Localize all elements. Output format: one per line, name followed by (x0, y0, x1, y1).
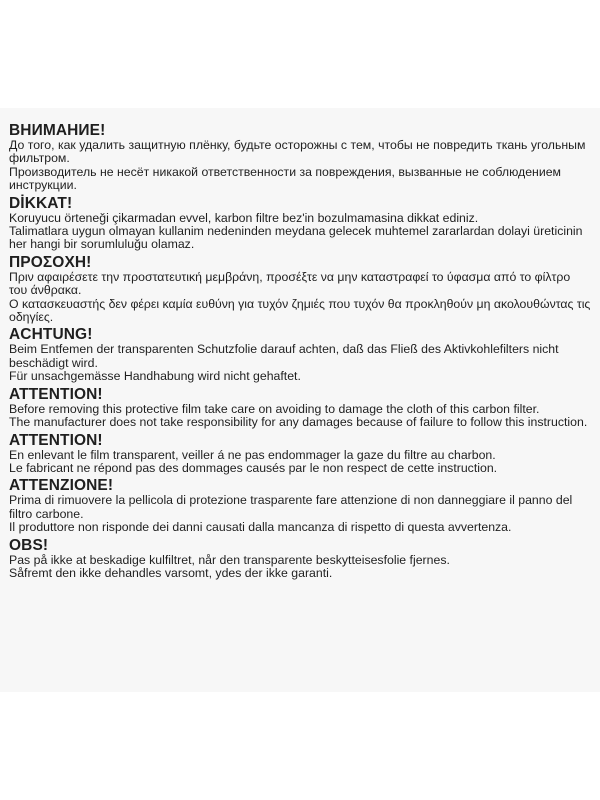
section-paragraph: Beim Entfemen der transparenten Schutzfolie darauf achten, daß das Fließ des Aktivkohlefilters nicht beschädigt wird. (9, 342, 559, 370)
section-heading: ВНИМАНИЕ! (9, 122, 106, 139)
section-heading: ATTENTION! (9, 385, 103, 403)
section-heading: ΠΡΟΣΟΧΗ! (9, 253, 92, 271)
section-russian (9, 122, 591, 193)
section-paragraph: Prima di rimuovere la pellicola di protezione trasparente fare attenzione di non danneggiare il panno del filtro carbone. (9, 493, 573, 521)
section-paragraph: Såfremt den ikke dehandles varsomt, ydes der ikke garanti. (9, 565, 333, 580)
section-greek (9, 254, 591, 325)
section-paragraph: Производитель не несёт никакой ответственности за повреждения, вызванные не соблюдением инструкции. (9, 164, 562, 193)
section-heading: ATTENZIONE! (9, 477, 114, 495)
section-turkish (9, 195, 591, 252)
section-paragraph: Pas på ikke at beskadige kulfiltret, når den transparente beskytteisesfolie fjernes. (9, 552, 450, 567)
section-paragraph: Il produttore non risponde dei danni causati dalla mancanza di rispetto di questa avvertenza. (9, 520, 512, 535)
section-paragraph: The manufacturer does not take responsibility for any damages because of failure to follow this instruction. (9, 415, 588, 430)
section-french (9, 432, 591, 476)
section-heading: OBS! (9, 536, 49, 554)
section-paragraph: Ο κατασκευαστής δεν φέρει καμία ευθύνη για τυχόν ζημιές που τυχόν θα προκληθούν μη ακολουθώντας τις οδηγίες. (9, 296, 591, 325)
section-heading: ATTENTION! (9, 431, 103, 449)
section-paragraph: Before removing this protective film take care on avoiding to damage the cloth of this carbon filter. (9, 401, 540, 416)
section-english (9, 386, 591, 430)
section-paragraph: Für unsachgemässe Handhabung wird nicht gehaftet. (9, 369, 301, 384)
section-paragraph: Le fabricant ne répond pas des dommages causés par le non respect de cette instruction. (9, 460, 498, 475)
section-heading: DİKKAT! (9, 194, 73, 212)
section-italian (9, 477, 591, 534)
warning-text-block (9, 120, 591, 581)
section-paragraph: Πριν αφαιρέσετε την προστατευτική μεμβράνη, προσέξτε να μην καταστραφεί το ύφασμα από το φίλτρο του άνθρακα. (9, 269, 571, 298)
section-paragraph: Talimatlara uygun olmayan kullanim nedeninden meydana gelecek muhtemel zararlardan dolayi üreticinin her hangi bir sorumluluğu olamaz. (9, 224, 583, 252)
section-heading: ACHTUNG! (9, 326, 93, 344)
section-paragraph: En enlevant le film transparent, veiller á ne pas endommager la gaze du filtre au charbon. (9, 447, 496, 462)
section-paragraph: До того, как удалить защитную плёнку, будьте осторожны с тем, чтобы не повредить ткань угольным фильтром. (9, 138, 586, 166)
section-danish (9, 537, 591, 581)
section-german (9, 326, 591, 383)
section-paragraph: Koruyucu örteneği çikarmadan evvel, karbon filtre bez'in bozulmamasina dikkat ediniz. (9, 210, 479, 225)
